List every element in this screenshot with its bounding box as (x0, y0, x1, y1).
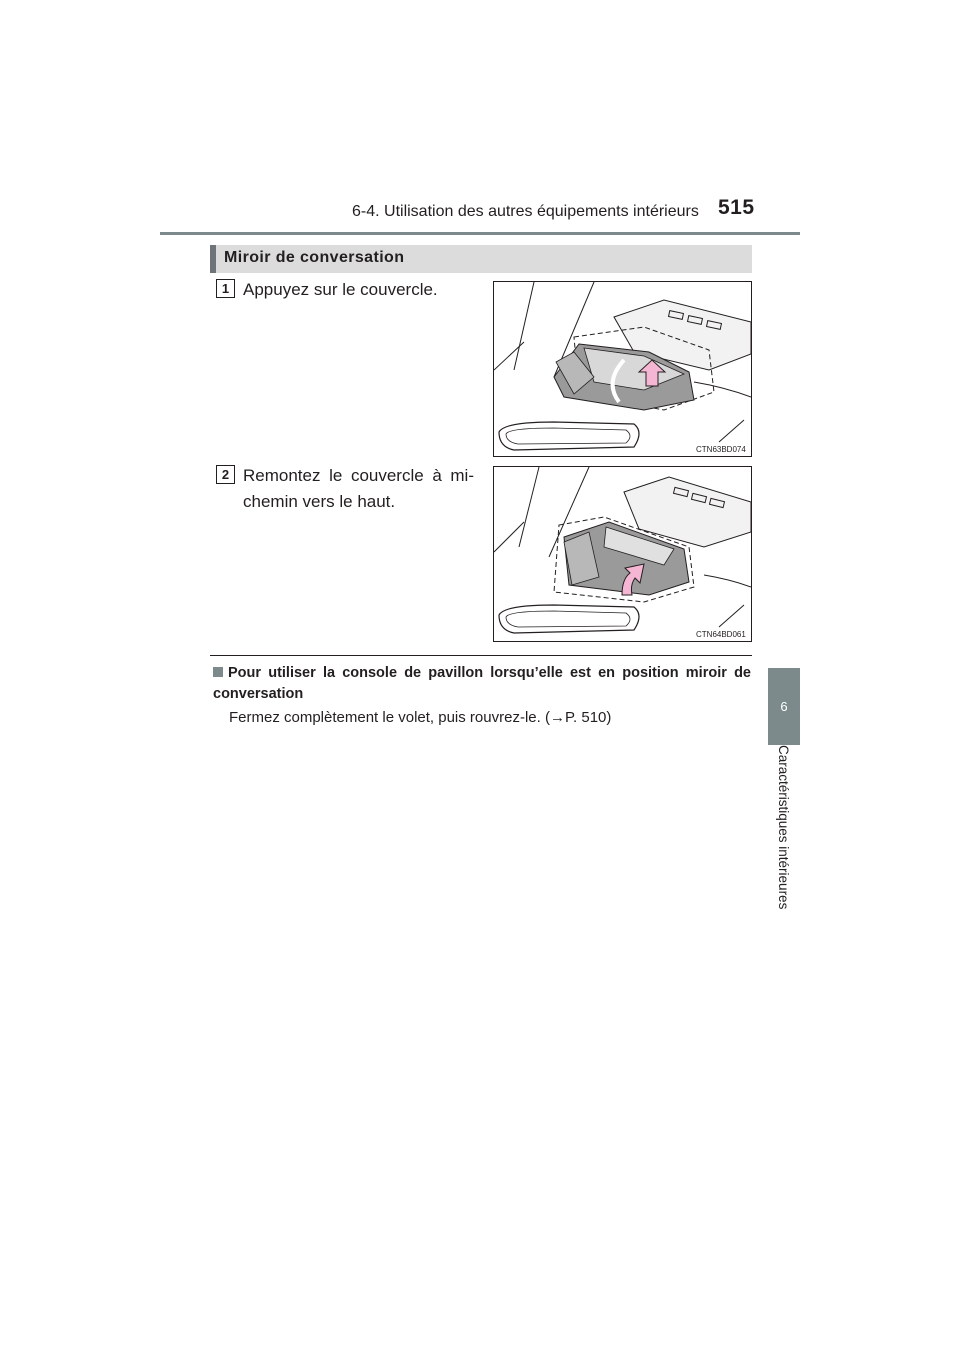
figure-code-1: CTN63BD074 (696, 445, 746, 454)
note-title (213, 663, 751, 705)
square-bullet-icon (213, 667, 223, 677)
note-body: Fermez complètement le volet, puis rouvrez-le. (→P. 510) (229, 709, 612, 726)
header-divider (160, 232, 800, 235)
running-header-title: 6-4. Utilisation des autres équipements intérieurs (352, 203, 699, 220)
section-heading-accent (210, 245, 216, 273)
section-heading-bar (210, 245, 752, 273)
figure-code-2: CTN64BD061 (696, 630, 746, 639)
step-2-illustration (493, 466, 752, 642)
step-1-illustration (493, 281, 752, 457)
step-2-text: Remontez le couvercle à mi-chemin vers le haut. (243, 466, 474, 511)
step-1-text: Appuyez sur le couvercle. (243, 280, 438, 299)
page-number: 515 (718, 196, 755, 219)
chapter-tab-label: Caractéristiques intérieures (776, 745, 791, 910)
note-divider (210, 655, 752, 656)
chapter-tab-number: 6 (768, 668, 800, 745)
section-title: Miroir de conversation (224, 249, 405, 266)
step-number-badge: 2 (216, 465, 235, 484)
note-title-text: Pour utiliser la console de pavillon lorsqu’elle est en position miroir de conversation (213, 665, 751, 702)
step-number-badge: 1 (216, 279, 235, 298)
